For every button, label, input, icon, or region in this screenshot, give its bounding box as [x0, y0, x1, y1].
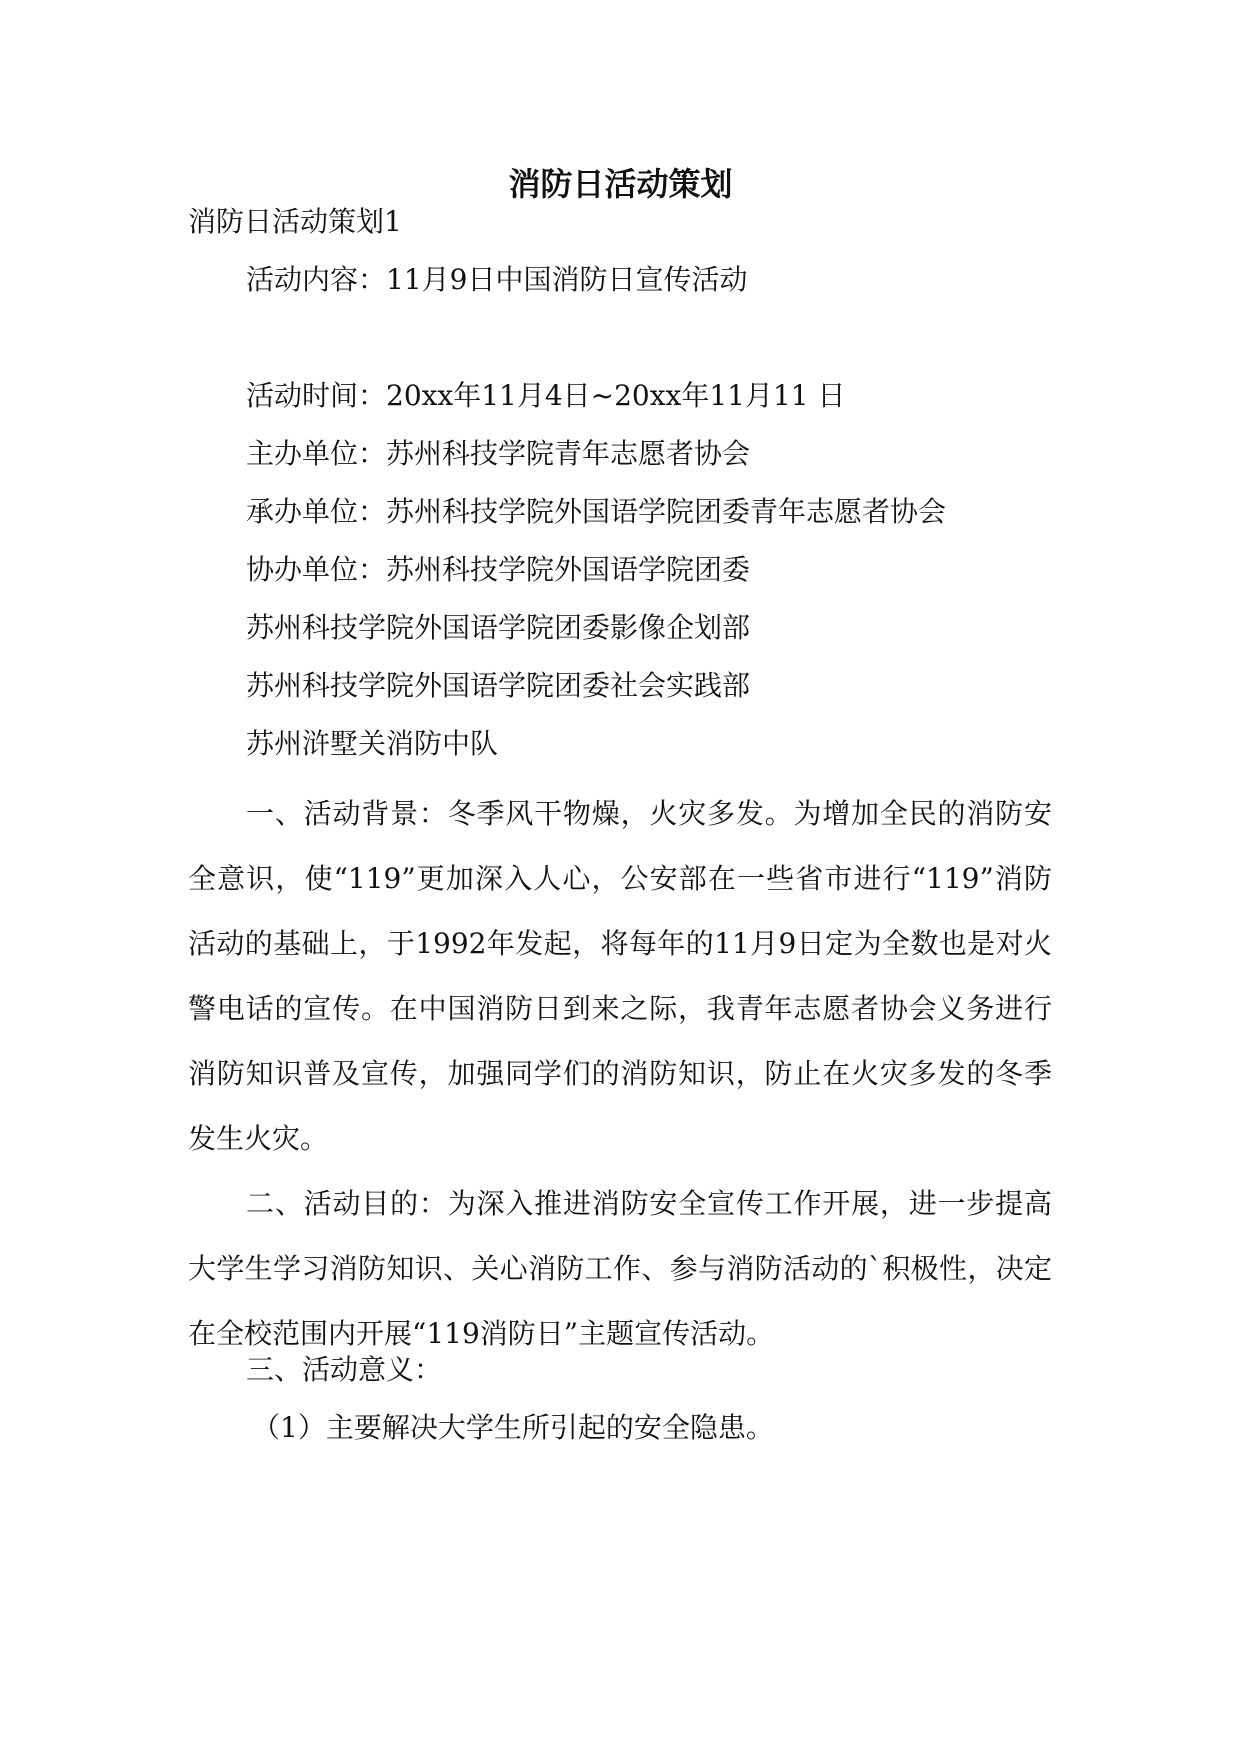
purpose-paragraph: 二、活动目的：为深入推进消防安全宣传工作开展，进一步提高大学生学习消防知识、关心消防工作、参与消防活动的`积极性，决定在全校范围内开展“119消防日”主题宣传活动。 [188, 1187, 1052, 1350]
co-organizer-unit: 协办单位：苏州科技学院外国语学院团委 [246, 553, 751, 586]
plan-subtitle: 消防日活动策划1 [188, 205, 402, 238]
activity-content: 活动内容：11月9日中国消防日宣传活动 [246, 263, 748, 296]
significance-point: （1）主要解决大学生所引起的安全隐患。 [252, 1411, 774, 1444]
significance-heading: 三、活动意义： [246, 1353, 443, 1386]
background-paragraph: 一、活动背景：冬季风干物燥，火灾多发。为增加全民的消防安全意识，使“119”更加深入人心，公安部在一些省市进行“119”消防活动的基础上，于1992年发起，将每年的11月9日定为全数也是对火警电话的宣传。在中国消防日到来之际，我青年志愿者协会义务进行消防知识普及宣传，加强同学们的消防知识，防止在火灾多发的冬季发生火灾。 [188, 797, 1052, 1155]
organizer-unit: 承办单位：苏州科技学院外国语学院团委青年志愿者协会 [246, 495, 947, 528]
co-organizer-item: 苏州浒墅关消防中队 [246, 727, 499, 760]
host-unit: 主办单位：苏州科技学院青年志愿者协会 [246, 437, 751, 470]
document-title: 消防日活动策划 [508, 165, 733, 203]
co-organizer-item: 苏州科技学院外国语学院团委影像企划部 [246, 611, 751, 644]
co-organizer-item: 苏州科技学院外国语学院团委社会实践部 [246, 669, 751, 702]
activity-time: 活动时间：20xx年11月4日~20xx年11月11 日 [246, 379, 846, 412]
